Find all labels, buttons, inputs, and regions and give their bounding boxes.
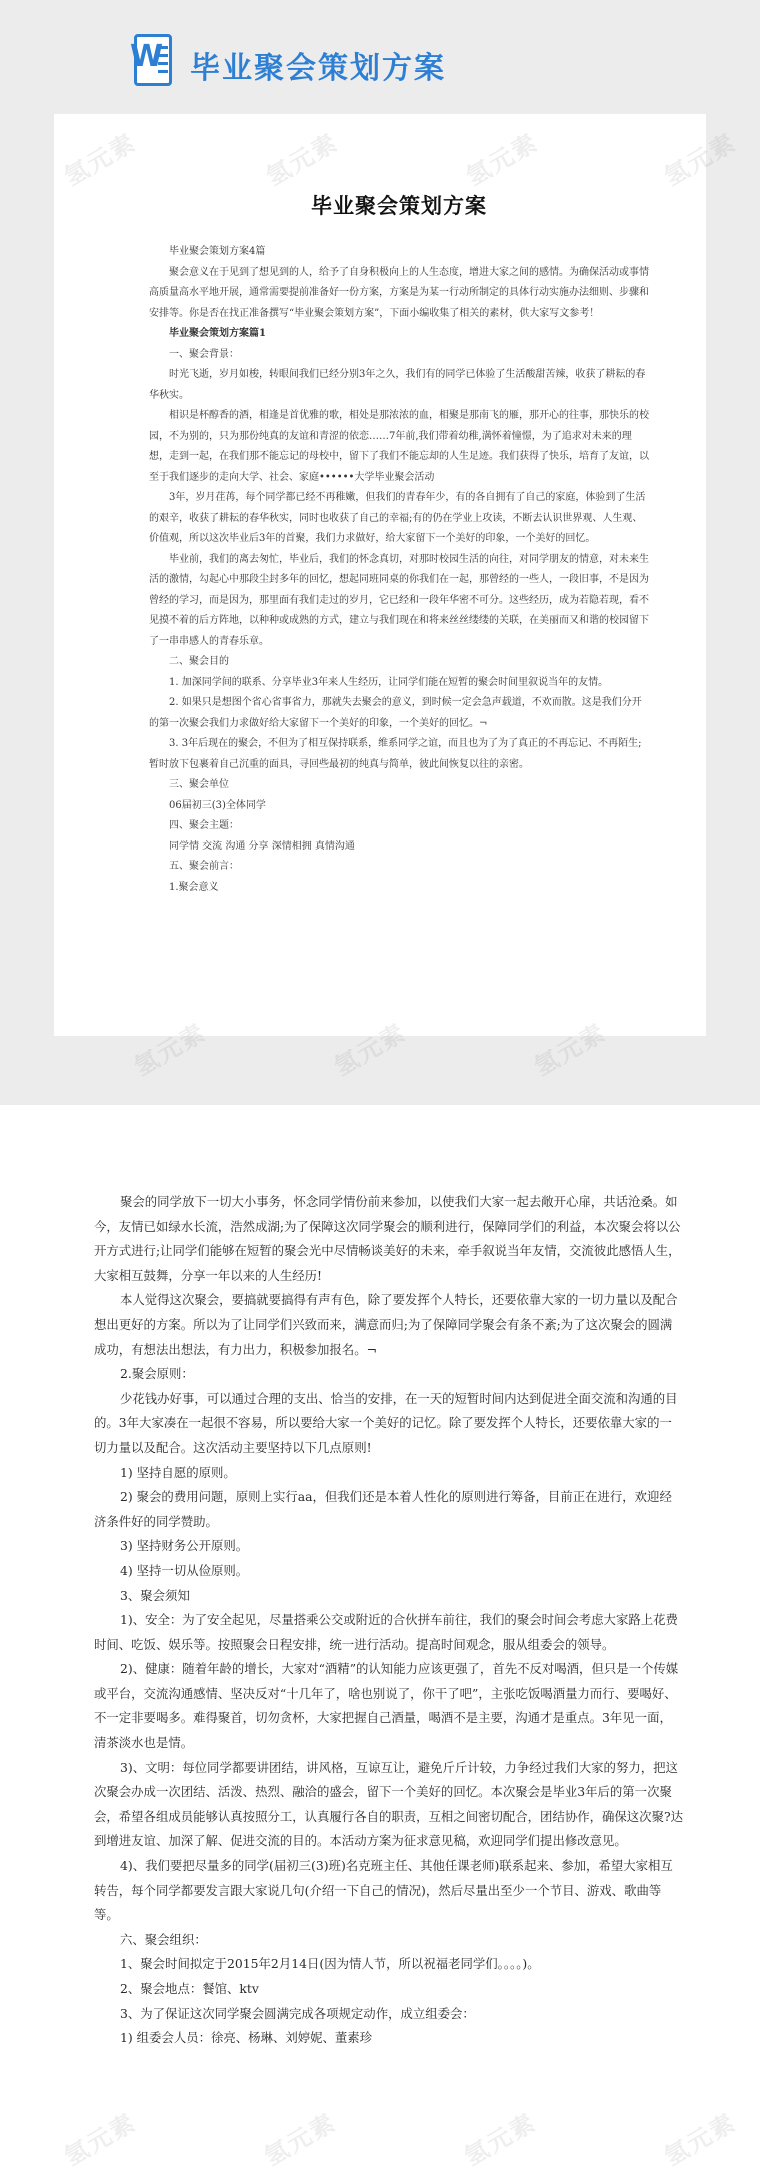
header-title: 毕业聚会策划方案 [190,51,446,86]
paragraph: 4)、我们要把尽量多的同学(届初三(3)班)名克班主任、其他任课老师)联系起来、参加，希望大家相互转告，每个同学都要发言跟大家说几句(介绍一下自己的情况)，然后尽量出至少一个节目、游戏、歌曲等等。 [94,1858,673,1923]
paragraph: 毕业聚会策划方案4篇 [169,246,266,257]
document-page-2 [94,1190,684,2051]
watermark: 氢元素 [529,1018,612,1082]
paragraph: 三、聚会单位 [169,779,229,790]
word-document-icon: W [130,32,176,88]
paragraph: 1. 加深同学间的联系、分享毕业3年来人生经历，让同学们能在短暂的聚会时间里叙说当年的友情。 [169,676,609,688]
paragraph: 同学情 交流 沟通 分享 深情相拥 真情沟通 [169,840,355,852]
watermark: 氢元素 [329,1018,412,1082]
document-page-1 [54,114,706,1036]
watermark: 氢元素 [59,128,142,192]
paragraph: 2、聚会地点：餐馆、ktv [120,1981,259,1996]
paragraph: 四、聚会主题： [169,820,239,831]
paragraph: 2. 如果只是想图个省心省事省力，那就失去聚会的意义，到时候一定会急声载道，不欢而散。这是我们分开的第一次聚会我们力求做好给大家留下一个美好的印象，一个美好的回忆。¬ [149,697,642,729]
paragraph: 3) 坚持财务公开原则。 [120,1538,249,1554]
document-title: 毕业聚会策划方案 [311,193,487,218]
paragraph: 1) 组委会人员：徐亮、杨琳、刘婷妮、董素珍 [120,2030,373,2046]
paragraph: 聚会意义在于见到了想见到的人，给予了自身积极向上的人生态度，增进大家之间的感情。为确保活动或事情高质量高水平地开展，通常需要提前准备好一份方案，方案是为某一行动所制定的具体行动实施办法细则、步骤和安排等。你是否在找正准备撰写“毕业聚会策划方案”，下面小编收集了相关的素材，供大家写文参考！ [149,266,649,319]
watermark: 氢元素 [129,1018,212,1082]
paragraph: 一、聚会背景： [169,348,239,360]
paragraph: 1)、安全：为了安全起见，尽量搭乘公交或附近的合伙拼车前往，我们的聚会时间会考虑大家路上花费时间、吃饭、娱乐等。按照聚会日程安排，统一进行活动。提高时间观念，服从组委会的领导。 [94,1612,678,1652]
watermark: 氢元素 [659,128,742,192]
watermark: 氢元素 [259,2108,342,2172]
watermark: 氢元素 [261,128,344,192]
paragraph: 相识是杯醇香的酒，相逢是首优雅的歌，相处是那浓浓的血，相聚是那南飞的雁，那开心的往事，那快乐的校园，不为别的，只为那份纯真的友谊和青涩的依恋……7年前,我们带着幼稚,满怀着憧憬，为了追求对未来的理想，走到一起，在我们那不能忘记的母校中，留下了我们不能忘却的人生足迹。我们获得了快乐，培育了友谊，以至于我们逐步的走向大学、社会、家庭••••••大学毕业聚会活动 [149,410,649,483]
paragraph: 少花钱办好事，可以通过合理的支出、恰当的安排，在一天的短暂时间内达到促进全面交流和沟通的目的。3年大家凑在一起很不容易，所以要给大家一个美好的记忆。除了要发挥个人特长，还要依靠大家的一切力量以及配合。这次活动主要坚持以下几点原则! [94,1390,678,1455]
paragraph: 聚会的同学放下一切大小事务，怀念同学情份前来参加，以使我们大家一起去敞开心扉，共话沧桑。如今，友情已如绿水长流，浩然成湖;为了保障这次同学聚会的顺利进行，保障同学们的利益，本次聚会将以公开方式进行;让同学们能够在短暂的聚会光中尽情畅谈美好的未来，牵手叙说当年友情，交流彼此感悟人生，大家相互鼓舞，分享一年以来的人生经历! [94,1194,681,1283]
paragraph: 4) 坚持一切从俭原则。 [120,1562,249,1578]
paragraph: 2) 聚会的费用问题，原则上实行aa，但我们还是本着人性化的原则进行筹备，目前正在进行，欢迎经济条件好的同学赞助。 [94,1489,672,1529]
paragraph: 3. 3年后现在的聚会，不但为了相互保持联系，维系同学之谊，而且也为了为了真正的不再忘记、不再陌生;暂时放下包裹着自己沉重的面具，寻回些最初的纯真与简单，彼此间恢复以往的亲密。 [149,738,642,770]
paragraph: 3、聚会须知 [120,1587,190,1603]
paragraph: 毕业聚会策划方案篇1 [169,328,266,339]
page-1-body [149,242,649,898]
paragraph: 3、为了保证这次同学聚会圆满完成各项规定动作，成立组委会： [120,2005,475,2021]
paragraph: 二、聚会目的 [169,656,229,667]
paragraph: 3)、文明：每位同学都要讲团结，讲风格，互谅互让，避免斤斤计较，力争经过我们大家的努力，把这次聚会办成一次团结、活泼、热烈、融洽的盛会，留下一个美好的回忆。本次聚会是毕业3年后的第一次聚会，希望各组成员能够认真按照分工，认真履行各自的职责，互相之间密切配合，团结协作，确保这次聚?达到增进友谊、加深了解、促进交流的目的。本活动方案为征求意见稿，欢迎同学们提出修改意见。 [94,1759,684,1849]
paragraph: 1、聚会时间拟定于2015年2月14日(因为情人节，所以祝福老同学们。。。。)。 [120,1956,540,1972]
paragraph: 五、聚会前言： [169,861,239,872]
paragraph: 六、聚会组织： [120,1931,207,1947]
paragraph: 2.聚会原则： [120,1366,194,1382]
watermark: 氢元素 [459,2108,542,2172]
paragraph: 毕业前，我们的离去匆忙，毕业后，我们的怀念真切，对那时校园生活的向往，对同学朋友的情意，对未来生活的激情，勾起心中那段尘封多年的回忆，想起同班同桌的你我们在一起，那曾经的一些人，一段旧事，不是因为曾经的学习，而是因为，那里面有我们走过的岁月，它已经和一段年华密不可分。这些经历，成为若隐若现，看不见摸不着的后方阵地，以种种或成熟的方式，建立与我们现在和将来丝丝缕缕的关联，在美丽而又和谐的校园留下了一串串感人的青春乐章。 [149,553,649,647]
watermark: 氢元素 [59,2108,142,2172]
header [130,30,446,90]
paragraph: 本人觉得这次聚会，要搞就要搞得有声有色，除了要发挥个人特长，还要依靠大家的一切力量以及配合想出更好的方案。所以为了让同学们兴致而来，满意而归;为了保障同学聚会有条不紊;为了这次聚会的圆满成功，有想法出想法，有力出力，积极参加报名。¬ [94,1292,678,1357]
paragraph: 时光飞逝，岁月如梭，转眼间我们已经分别3年之久，我们有的同学已体验了生活酸甜苦辣，收获了耕耘的春华秋实。 [149,369,646,401]
paragraph: 1.聚会意义 [169,881,219,893]
paragraph: 2)、健康：随着年龄的增长，大家对“酒精”的认知能力应该更强了，首先不反对喝酒，但只是一个传媒或平台，交流沟通感情、坚决反对“十几年了，啥也别说了，你干了吧”，主张吃饭喝酒量力而行、要喝好、不一定非要喝多。难得聚首，切勿贪杯，大家把握自己酒量，喝酒不是主要，沟通才是重点。3年见一面，清茶淡水也是情。 [94,1661,679,1751]
paragraph: 3年，岁月荏苒，每个同学都已经不再稚嫩，但我们的青春年少，有的各自拥有了自己的家庭，体验到了生活的艰辛，收获了耕耘的春华秋实，同时也收获了自己的幸福;有的仍在学业上攻读，不断去认识世界观、人生观、价值观，所以这次毕业后3年的首聚，我们力求做好，给大家留下一个美好的印象，一个美好的回忆。 [149,492,646,544]
paragraph: 06届初三(3)全体同学 [169,799,266,811]
watermark: 氢元素 [659,2108,742,2172]
watermark: 氢元素 [461,128,544,192]
paragraph: 1) 坚持自愿的原则。 [120,1464,236,1480]
